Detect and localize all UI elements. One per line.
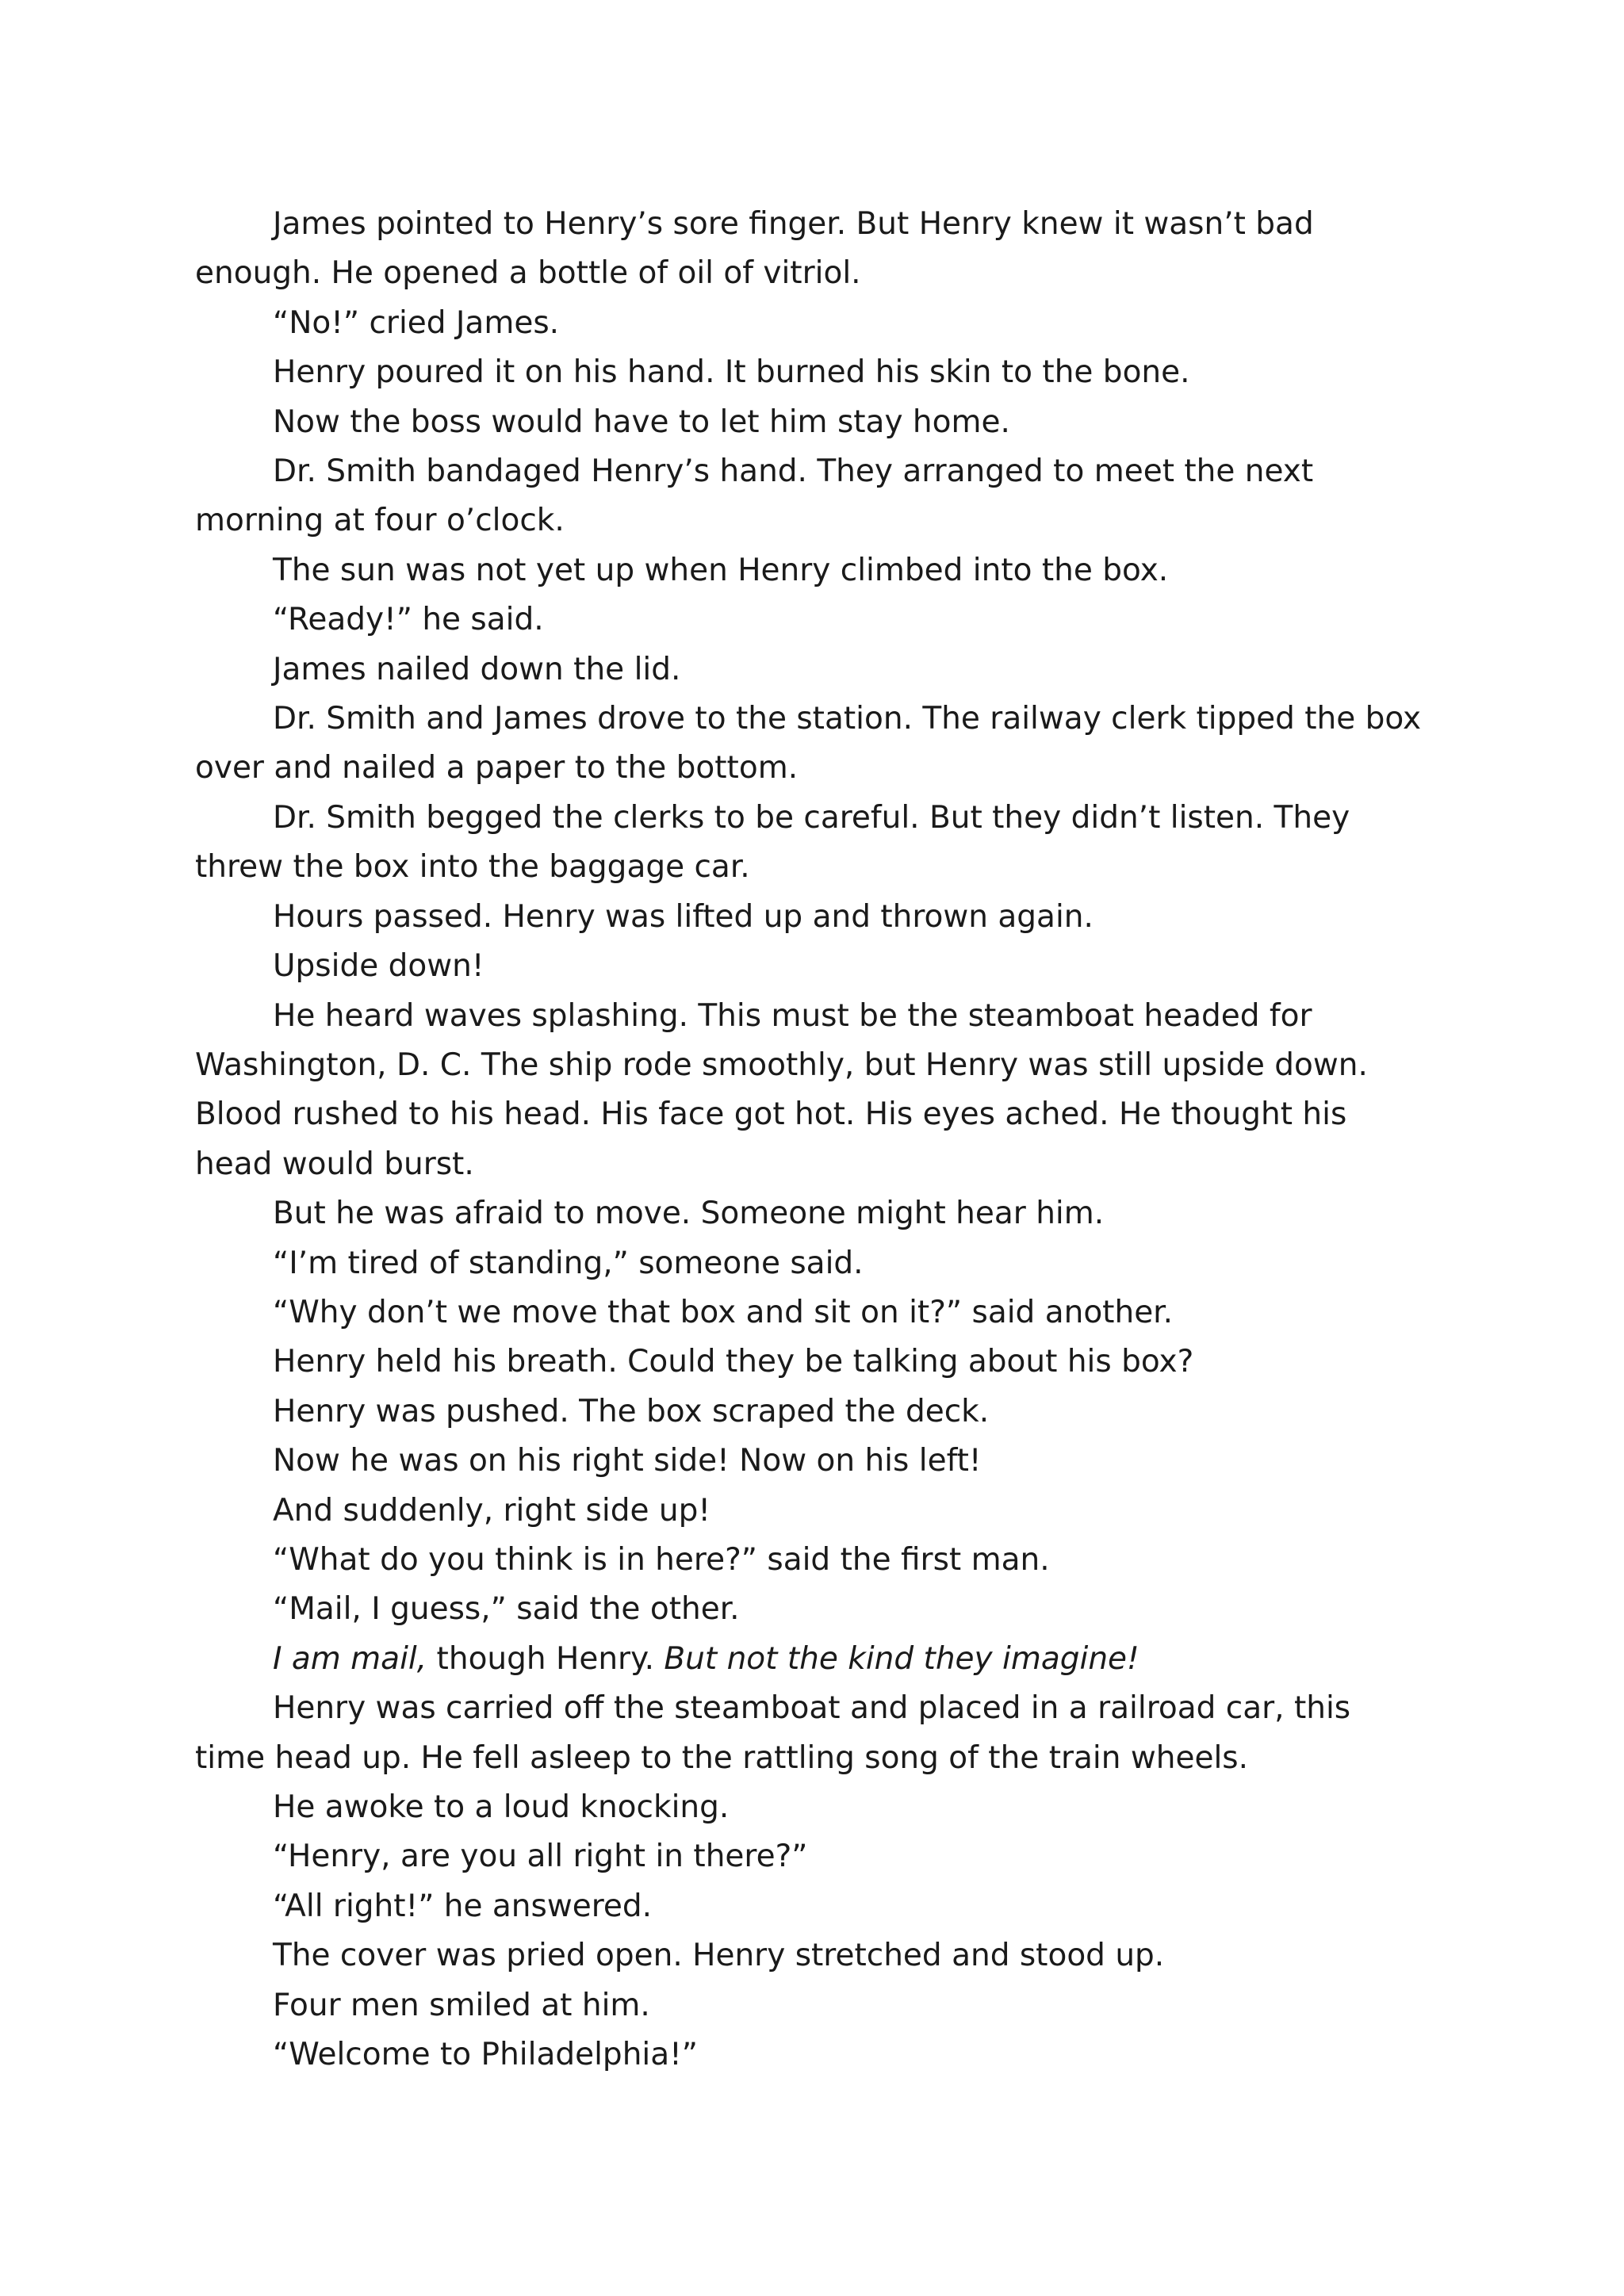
text-line: “Why don’t we move that box and sit on it?” said another.: [273, 1294, 1174, 1330]
paragraph: [195, 1536, 1464, 1585]
text-line: Henry was carried off the steamboat and placed in a railroad car, this: [273, 1690, 1351, 1727]
italic-text: I am mail,: [273, 1640, 427, 1677]
paragraph: [195, 1487, 1464, 1536]
paragraph: [195, 1189, 1464, 1238]
text-line: But he was afraid to move. Someone might hear him.: [273, 1196, 1105, 1232]
text-line: “Ready!” he said.: [273, 602, 544, 638]
paragraph: [195, 794, 1464, 893]
paragraph: [195, 942, 1464, 991]
paragraph: [195, 200, 1464, 299]
text-line: Now he was on his right side! Now on his left!: [273, 1443, 982, 1479]
text-line: “All right!” he answered.: [273, 1888, 653, 1924]
paragraph: [195, 1882, 1464, 1931]
paragraph: [195, 2030, 1464, 2080]
paragraph: [195, 1288, 1464, 1337]
paragraph: [195, 447, 1464, 546]
text-line: He heard waves splashing. This must be the steamboat headed for: [273, 997, 1312, 1034]
text-line: He awoke to a loud knocking.: [273, 1789, 730, 1825]
text-line: “Mail, I guess,” said the other.: [273, 1591, 740, 1628]
paragraph: [195, 992, 1464, 1190]
paragraph: [195, 1387, 1464, 1437]
text-line: Four men smiled at him.: [273, 1987, 650, 2023]
text-line: And suddenly, right side up!: [273, 1492, 710, 1529]
paragraph: [195, 1585, 1464, 1634]
paragraph: [195, 1832, 1464, 1881]
text-line: Dr. Smith bandaged Henry’s hand. They arranged to meet the next: [273, 453, 1314, 490]
text-line: James nailed down the lid.: [273, 651, 681, 687]
text-line: Henry was pushed. The box scraped the deck.: [273, 1393, 990, 1429]
italic-text: But not the kind they imagine!: [664, 1640, 1139, 1677]
text-line: head would burst.: [195, 1146, 474, 1182]
paragraph: [195, 893, 1464, 942]
paragraph: [195, 1783, 1464, 1832]
paragraph: [195, 1437, 1464, 1486]
paragraph: [195, 1931, 1464, 1980]
text-line: “No!” cried James.: [273, 304, 560, 341]
paragraph: [195, 1635, 1464, 1684]
text-line: Dr. Smith begged the clerks to be careful. But they didn’t listen. They: [273, 799, 1350, 836]
paragraph: [195, 645, 1464, 695]
text-line: “What do you think is in here?” said the first man.: [273, 1541, 1050, 1578]
paragraph: [195, 348, 1464, 397]
paragraph: [195, 398, 1464, 447]
text-line-mixed: [195, 1635, 1464, 1684]
text-line: threw the box into the baggage car.: [195, 849, 750, 886]
text-line: Now the boss would have to let him stay home.: [273, 404, 1010, 440]
text-line: Hours passed. Henry was lifted up and thrown again.: [273, 898, 1094, 935]
text-line: Dr. Smith and James drove to the station. The railway clerk tipped the box: [273, 701, 1422, 737]
plain-text: though Henry.: [427, 1640, 665, 1677]
paragraph: [195, 1239, 1464, 1288]
text-line: James pointed to Henry’s sore finger. But Henry knew it wasn’t bad: [273, 206, 1314, 242]
text-line: “I’m tired of standing,” someone said.: [273, 1245, 864, 1281]
paragraph: [195, 595, 1464, 645]
text-line: “Welcome to Philadelphia!”: [273, 2037, 698, 2073]
paragraph: [195, 1981, 1464, 2030]
paragraph: [195, 546, 1464, 595]
text-line: The cover was pried open. Henry stretched and stood up.: [273, 1938, 1165, 1974]
text-line: Blood rushed to his head. His face got hot. His eyes ached. He thought his: [195, 1096, 1347, 1133]
text-line: “Henry, are you all right in there?”: [273, 1839, 808, 1875]
story-text: [195, 200, 1464, 2080]
text-line: The sun was not yet up when Henry climbed into the box.: [273, 552, 1169, 588]
text-line: time head up. He fell asleep to the rattling song of the train wheels.: [195, 1739, 1249, 1776]
text-line: Henry held his breath. Could they be talking about his box?: [273, 1344, 1194, 1380]
text-line: Upside down!: [273, 948, 485, 985]
paragraph: [195, 695, 1464, 794]
text-line: over and nailed a paper to the bottom.: [195, 750, 799, 786]
text-line: enough. He opened a bottle of oil of vitriol.: [195, 255, 861, 292]
paragraph: [195, 1684, 1464, 1783]
paragraph: [195, 299, 1464, 348]
text-line: Washington, D. C. The ship rode smoothly, but Henry was still upside down.: [195, 1047, 1368, 1083]
paragraph: [195, 1337, 1464, 1387]
text-line: morning at four o’clock.: [195, 503, 565, 539]
text-line: Henry poured it on his hand. It burned his skin to the bone.: [273, 354, 1190, 391]
